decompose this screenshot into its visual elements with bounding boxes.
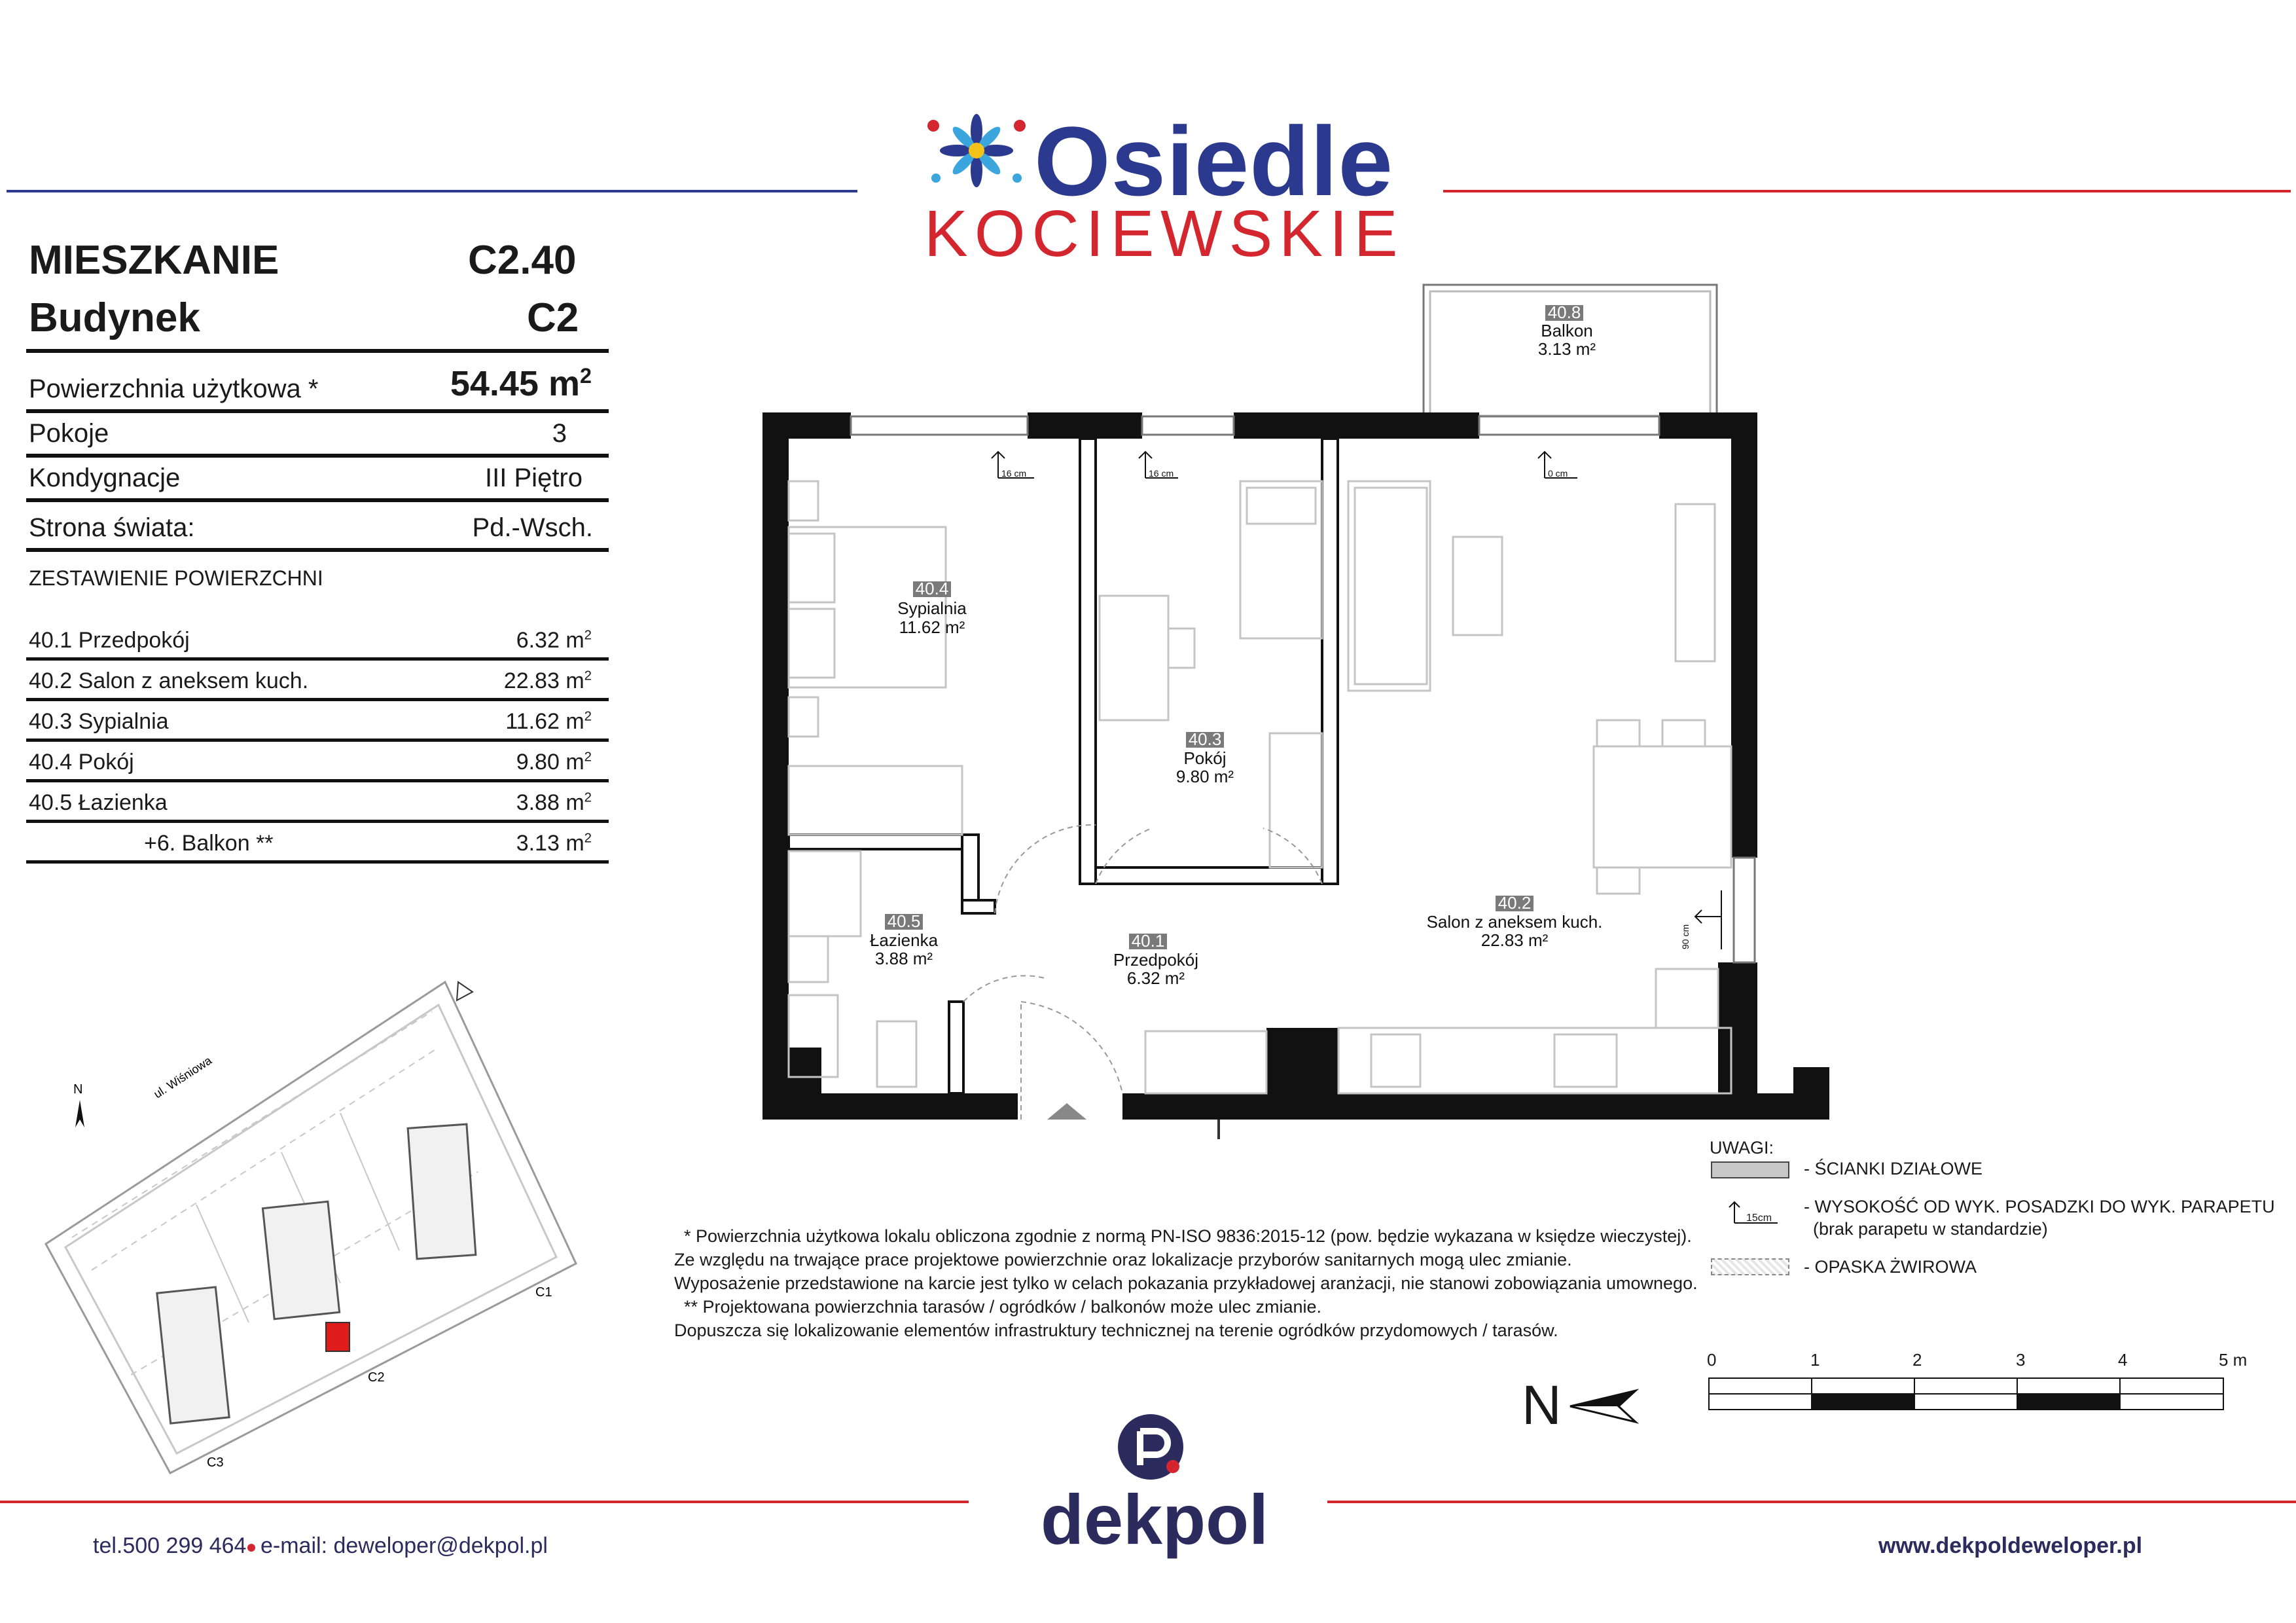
building-code: C2	[527, 295, 579, 340]
legend-walls: - ŚCIANKI DZIAŁOWE	[1804, 1159, 1983, 1178]
summary-row: 40.5 Łazienka 3.88 $m^2$	[26, 783, 609, 823]
footer-email: e-mail: deweloper@dekpol.pl	[260, 1533, 548, 1558]
summary-row: +6. Balkon ** 3.13 $m^2$	[26, 824, 609, 864]
area-value: 54.45 $m^2$	[450, 364, 592, 403]
summary-row: 40.2 Salon z aneksem kuch. 22.83 $m^2$	[26, 661, 609, 701]
flower-logo-icon	[924, 113, 1029, 191]
room-area: 3.13 m²	[1537, 339, 1596, 359]
room-name: Sypialnia	[897, 598, 967, 618]
footer-dot	[247, 1544, 255, 1552]
room-area: 6.32 m²	[1126, 968, 1185, 988]
building-label: Budynek	[29, 295, 200, 340]
company-name: dekpol	[1041, 1480, 1269, 1559]
legend-gravel: - OPASKA ŻWIROWA	[1804, 1257, 1977, 1277]
street-label: ul. Wiśniowa	[151, 1053, 214, 1101]
room-number: 40.8	[1547, 302, 1581, 322]
room-name: Salon z aneksem kuch.	[1426, 912, 1603, 932]
floor-plan	[759, 282, 1833, 1146]
building-c3-label: C3	[207, 1455, 224, 1470]
area-label: Powierzchnia użytkowa *	[29, 374, 319, 403]
site-north: N	[73, 1082, 83, 1097]
scale-bar	[1708, 1377, 2225, 1412]
legend-wall-swatch	[1711, 1161, 1789, 1178]
room-number: 40.3	[1188, 729, 1222, 749]
legend-sill: - WYSOKOŚĆ OD WYK. POSADZKI DO WYK. PARAPETU	[1804, 1197, 2275, 1216]
room-name: Łazienka	[869, 930, 939, 950]
room-area: 9.80 m²	[1175, 767, 1234, 786]
room-name: Przedpokój	[1113, 950, 1199, 970]
room-area: 22.83 m²	[1480, 930, 1549, 950]
room-number: 40.4	[915, 579, 949, 598]
summary-title: ZESTAWIENIE POWIERZCHNI	[29, 566, 323, 590]
building-c2-label: C2	[368, 1370, 385, 1385]
notes: * Powierzchnia użytkowa lokalu obliczona zgodnie z normą PN-ISO 9836:2015-12 (pow. będzie wykazana w księdze wieczystej). Ze względu na trwające prace projektowe powierzchnie oraz lokalizacje przyborów sanitarnych mogą ulec zmianie. Wyposażenie przedstawione na karcie jest tylko w celach pokazania przykładowej aranżacji, nie stanowi zobowiązania umownego. ** Projektowana powierzchnia tarasów / ogródków / balkonów może ulec zmianie. Dopuszcza się lokalizowanie elementów infrastruktury technicznej na terenie ogródków przydomowych / tarasów.	[674, 1226, 1698, 1340]
room-area: 11.62 m²	[899, 617, 965, 637]
summary-row: 40.4 Pokój 9.80 $m^2$	[26, 742, 609, 782]
rooms-value: 3	[552, 419, 567, 448]
header-line-right	[1443, 190, 2291, 192]
scale-tick: 1	[1810, 1350, 1820, 1370]
floor-value: III Piętro	[485, 464, 583, 492]
room-number: 40.2	[1498, 893, 1532, 913]
scale-tick: 0	[1707, 1350, 1717, 1370]
room-number: 40.1	[1131, 931, 1165, 951]
orientation-value: Pd.-Wsch.	[472, 513, 593, 542]
area-row	[26, 353, 609, 413]
orientation-row	[26, 502, 609, 552]
orientation-label: Strona świata:	[29, 513, 195, 542]
summary-row: 40.3 Sypialnia 11.62 $m^2$	[26, 702, 609, 742]
room-name: Balkon	[1541, 321, 1593, 340]
rooms-label: Pokoje	[29, 419, 109, 448]
scale-tick: 3	[2016, 1350, 2026, 1370]
legend-sill-note: (brak parapetu w standardzie)	[1813, 1219, 2048, 1239]
compass-label: N	[1522, 1374, 1562, 1436]
header-line-left	[7, 190, 857, 192]
apartment-code: C2.40	[468, 238, 577, 283]
footer-line-left	[0, 1501, 969, 1503]
footer-line-right	[1327, 1501, 2296, 1503]
legend-gravel-swatch	[1711, 1258, 1789, 1275]
room-name: Pokój	[1183, 748, 1227, 768]
brand-title: Osiedle	[1034, 106, 1393, 216]
sill-height-label: 0 cm	[1548, 468, 1568, 479]
compass-arrow-icon	[1568, 1387, 1640, 1426]
scale-tick: 4	[2118, 1350, 2128, 1370]
footer-phone: tel.500 299 464	[93, 1533, 247, 1558]
scale-tick: 2	[1912, 1350, 1922, 1370]
legend-title: UWAGI:	[1710, 1138, 1774, 1158]
sill-height-label: 16 cm	[1149, 468, 1174, 479]
site-map	[33, 956, 589, 1480]
building-c1-label: C1	[535, 1285, 552, 1300]
footer-website[interactable]: www.dekpoldeweloper.pl	[1878, 1533, 2143, 1558]
rooms-row	[26, 413, 609, 458]
scale-tick: 5 m	[2219, 1350, 2248, 1370]
sill-legend-sample: 15cm	[1746, 1213, 1772, 1224]
dekpol-logo-icon	[1117, 1413, 1189, 1485]
sill-height-label: 16 cm	[1001, 468, 1027, 479]
apartment-label: MIESZKANIE	[29, 238, 279, 283]
brand-subtitle: KOCIEWSKIE	[924, 197, 1405, 270]
floor-row	[26, 458, 609, 502]
floor-label: Kondygnacje	[29, 464, 181, 492]
summary-row: 40.1 Przedpokój 6.32 $m^2$	[26, 621, 609, 661]
room-area: 3.88 m²	[874, 949, 933, 968]
room-number: 40.5	[887, 911, 921, 931]
sill-height-label: 90 cm	[1680, 924, 1691, 949]
